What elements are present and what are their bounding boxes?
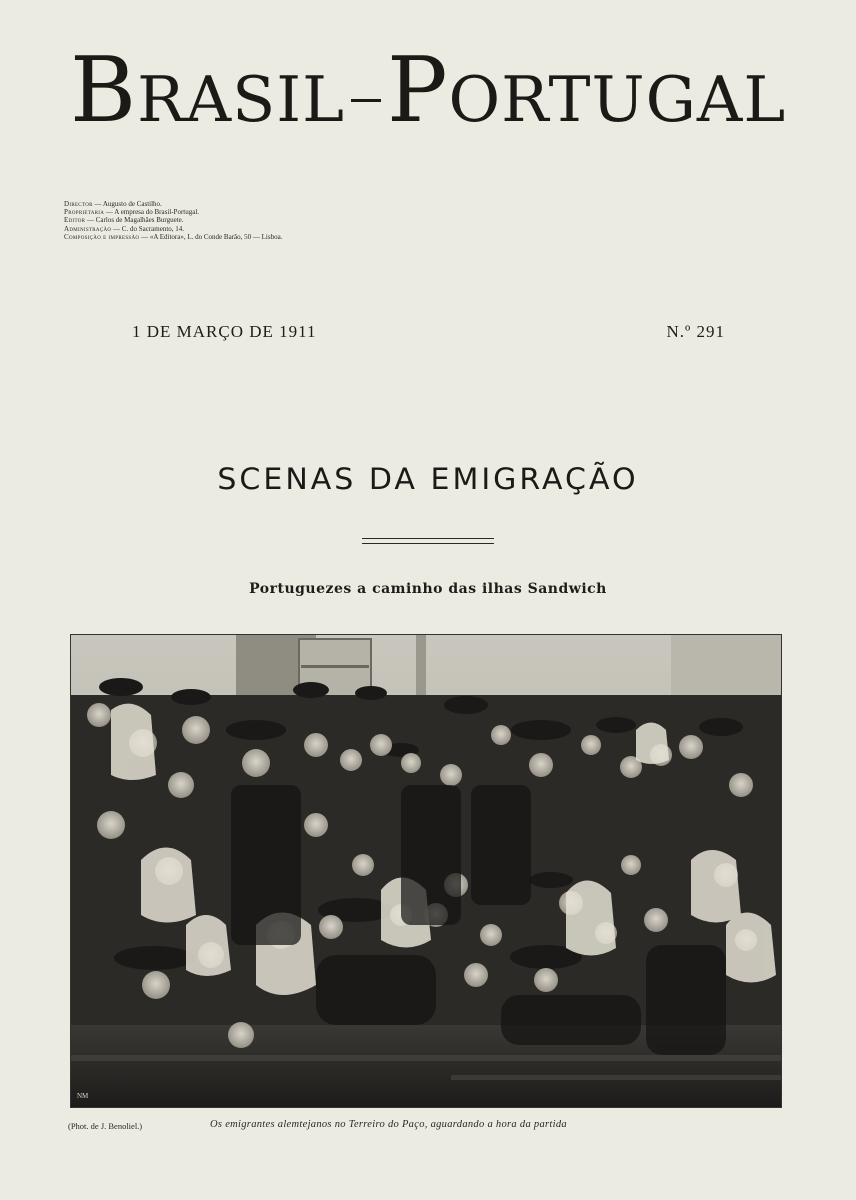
credit-line: Director — Augusto de Castilho.: [64, 200, 162, 208]
article-subtitle: Portuguezes a caminho das ilhas Sandwich: [249, 581, 607, 597]
credit-line: Proprietaria — A empresa do Brasil-Portugal.: [64, 208, 200, 217]
photo-illustration: [71, 635, 781, 1107]
credit-line: Composição e impressão — «A Editora», L. do Conde Barão, 50 — Lisboa.: [64, 232, 283, 241]
masthead-dash: [351, 99, 381, 102]
issue-number: N.º 291: [666, 322, 725, 341]
photo-credit: (Phot. de J. Benoliel.): [68, 1121, 143, 1131]
emigrants-photograph: [70, 634, 782, 1108]
staff-credits: [64, 200, 394, 241]
masthead: [70, 36, 800, 143]
photo-caption: Os emigrantes alemtejanos no Terreiro do Paço, aguardando a hora da partida: [210, 1119, 567, 1130]
masthead-portugal: PORTUGAL: [386, 38, 787, 143]
article-title: SCENAS DA EMIGRAÇÃO: [217, 462, 639, 497]
credit-line: Editor — Carlos de Magalhães Burguete.: [64, 216, 184, 225]
photo-monogram: NM: [77, 1092, 89, 1100]
title-divider: [362, 538, 494, 544]
issue-date: 1 DE MARÇO DE 1911: [132, 322, 317, 341]
credit-line: Administração — C. do Sacramento, 14.: [64, 224, 185, 233]
masthead-brasil: BRASIL: [70, 38, 345, 143]
